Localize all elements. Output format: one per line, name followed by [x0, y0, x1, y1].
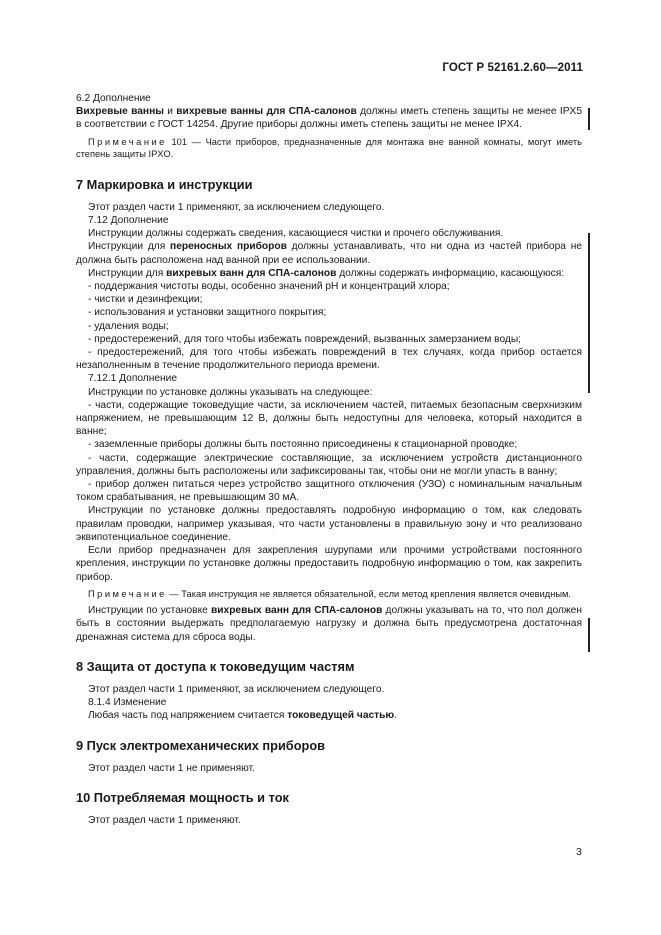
bold-term: переносных приборов [170, 241, 287, 253]
text-run: Примечание [88, 588, 167, 599]
document-header: ГОСТ Р 52161.2.60—2011 [442, 62, 583, 74]
paragraph [76, 346, 582, 372]
paragraph [76, 544, 582, 584]
bold-term: вихревых ванн для СПА-салонов [211, 605, 383, 617]
text-run: Инструкции должны содержать сведения, касающиеся чистки и прочего обслуживания. [88, 228, 504, 240]
text-run: Любая часть под напряжением считается [88, 710, 288, 722]
section-heading: 8 Защита от доступа к токоведущим частям [76, 658, 355, 674]
text-run: 7.12 Дополнение [88, 215, 169, 227]
text-run: - части, содержащие электрические составляющие, за исключением устройств дистанционного управления, должны быть расположены или зафиксированы так, чтобы они не могли упасть в ванну; [76, 452, 582, 477]
text-run: - заземленные приборы должны быть постоянно присоединены к стационарной проводке; [88, 439, 518, 451]
change-bar [588, 618, 590, 652]
text-run: должны иметь степень защиты не менее IPX5 в соответствии с ГОСТ 14254. Другие приборы должны иметь степень защиты не менее IPX4. [76, 106, 582, 131]
text-run: должны устанавливать, что ни одна из частей прибора не должна быть расположена над ванной при ее использовании. [76, 241, 583, 266]
bold-term: Вихревые ванны [76, 106, 164, 118]
note-paragraph [76, 136, 582, 161]
change-bar [588, 233, 590, 393]
text-run: 6.2 Дополнение [76, 93, 151, 104]
paragraph [76, 814, 582, 827]
text-run: должны содержать информацию, касающуюся: [336, 267, 565, 279]
text-run: Примечание [88, 136, 167, 147]
document-body [76, 92, 582, 827]
paragraph [76, 333, 582, 346]
paragraph [76, 504, 582, 544]
text-run: Этот раздел части 1 применяют, за исключением следующего. [88, 684, 385, 696]
paragraph [76, 280, 582, 293]
text-run: Инструкции для [88, 241, 171, 253]
note-paragraph [76, 588, 582, 601]
paragraph [76, 604, 582, 644]
text-run: - удаления воды; [88, 320, 169, 332]
change-bar [588, 108, 590, 130]
paragraph [76, 762, 582, 775]
text-run: - предостережений, для того чтобы избежать повреждений, вызванных замерзанием воды; [88, 333, 521, 345]
bold-term: токоведущей частью [287, 710, 395, 722]
text-run: - прибор должен питаться через устройство защитного отключения (УЗО) с номинальным начальным током срабатывания, не превышающим 30 мА. [76, 479, 582, 504]
text-run: Инструкции по установке должны предоставлять подробную информацию о том, как следовать правилам проводки, например указывая, что части установлены в правильную зону и что реализовано эквипотенциальное соединение. [76, 505, 582, 543]
text-run: . [394, 710, 397, 722]
paragraph [76, 240, 582, 266]
paragraph [76, 683, 582, 696]
text-run: Инструкции по установке [88, 605, 211, 617]
paragraph [76, 709, 582, 722]
paragraph [76, 696, 582, 709]
paragraph [76, 293, 582, 306]
text-run: - части, содержащие токоведущие части, за исключением частей, питаемых безопасным сверхнизким напряжением, не превышающим 12 В, должны быть недоступны для человека, который находится в ванне; [76, 399, 582, 438]
section-heading: 10 Потребляемая мощность и ток [76, 790, 289, 806]
paragraph [76, 92, 582, 105]
page-number: 3 [576, 846, 582, 858]
text-run: должны указывать на то, что пол должен быть в состоянии выдержать предполагаемую нагрузку и должна быть предусмотрена достаточная дренажная система для сброса воды. [76, 605, 582, 643]
text-run: Если прибор предназначен для закрепления шурупами или прочими устройствами постоянного крепления, инструкции по установке должны предоставить подробную информацию о том, как закрепить прибор. [76, 545, 582, 583]
paragraph [76, 452, 582, 478]
text-run: - поддержания чистоты воды, особенно значений pH и концентраций хлора; [88, 281, 450, 293]
paragraph [76, 399, 582, 439]
text-run: и [163, 106, 177, 118]
paragraph [76, 105, 582, 131]
text-run: Этот раздел части 1 не применяют. [88, 762, 255, 774]
paragraph [76, 438, 582, 451]
bold-term: вихревых ванн для СПА-салонов [166, 267, 337, 279]
text-run: Инструкции для [88, 267, 167, 279]
text-run: Этот раздел части 1 применяют. [88, 815, 241, 827]
text-run: - использования и установки защитного покрытия; [88, 307, 327, 319]
paragraph [76, 372, 582, 385]
bold-term: вихревые ванны для СПА-салонов [176, 106, 357, 118]
paragraph [76, 267, 582, 280]
paragraph [76, 201, 582, 214]
paragraph [76, 320, 582, 333]
paragraph [76, 214, 582, 227]
text-run: - чистки и дезинфекции; [88, 294, 203, 306]
paragraph [76, 478, 582, 504]
text-run: 101 — Части приборов, предназначенные для монтажа вне ванной комнаты, могут иметь степень защиты IPXO. [76, 136, 582, 160]
paragraph [76, 306, 582, 319]
section-heading: 9 Пуск электромеханических приборов [76, 737, 326, 753]
paragraph [76, 386, 582, 399]
text-run: 7.12.1 Дополнение [88, 373, 178, 385]
text-run: Этот раздел части 1 применяют, за исключением следующего. [88, 201, 385, 213]
text-run: - предостережений, для того чтобы избежать повреждений в тех случаях, когда прибор остается незаполненным в течение продолжительного периода времени. [76, 347, 582, 372]
text-run: — Такая инструкция не является обязательной, если метод крепления является очевидным. [166, 588, 572, 599]
text-run: 8.1.4 Изменение [88, 697, 167, 709]
text-run: Инструкции по установке должны указывать на следующее: [88, 386, 373, 398]
section-heading: 7 Маркировка и инструкции [76, 176, 253, 192]
paragraph [76, 227, 582, 240]
